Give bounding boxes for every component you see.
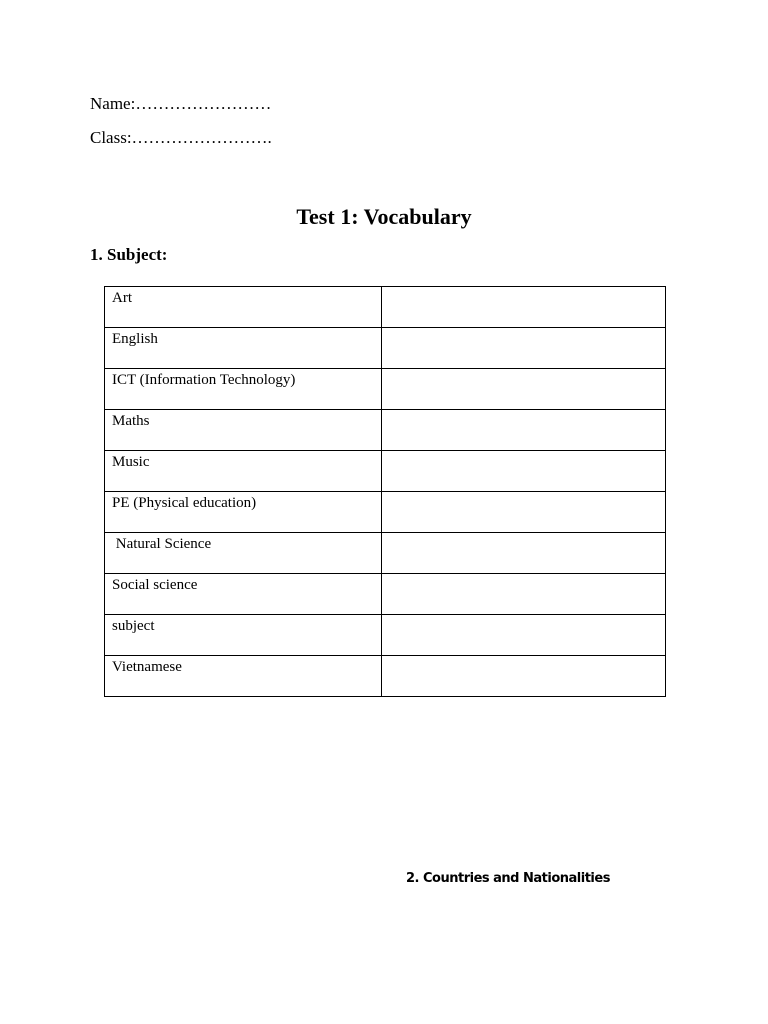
vocab-word-cell: ICT (Information Technology) [105, 369, 382, 410]
vocabulary-table [104, 286, 666, 697]
vocab-word-cell: Social science [105, 574, 382, 615]
page-title: Test 1: Vocabulary [296, 204, 472, 229]
answer-cell[interactable] [382, 328, 666, 369]
section-1-heading: 1. Subject: [90, 245, 168, 264]
vocab-word-cell: Natural Science [105, 533, 382, 574]
table-row [105, 369, 666, 410]
answer-cell[interactable] [382, 287, 666, 328]
section-2-heading: 2. Countries and Nationalities [406, 871, 610, 886]
table-row [105, 328, 666, 369]
vocab-word-cell: English [105, 328, 382, 369]
class-field-label: Class:……………………. [90, 128, 272, 147]
answer-cell[interactable] [382, 574, 666, 615]
vocab-word-cell: Music [105, 451, 382, 492]
table-row [105, 533, 666, 574]
table-row [105, 656, 666, 697]
table-row [105, 574, 666, 615]
answer-cell[interactable] [382, 410, 666, 451]
answer-cell[interactable] [382, 451, 666, 492]
vocab-word-cell: subject [105, 615, 382, 656]
table-row [105, 492, 666, 533]
table-row [105, 410, 666, 451]
table-row [105, 451, 666, 492]
table-row [105, 615, 666, 656]
answer-cell[interactable] [382, 656, 666, 697]
vocab-word-cell: PE (Physical education) [105, 492, 382, 533]
vocab-word-cell: Maths [105, 410, 382, 451]
answer-cell[interactable] [382, 533, 666, 574]
vocab-word-cell: Vietnamese [105, 656, 382, 697]
table-row [105, 287, 666, 328]
vocab-word-cell: Art [105, 287, 382, 328]
answer-cell[interactable] [382, 615, 666, 656]
answer-cell[interactable] [382, 369, 666, 410]
answer-cell[interactable] [382, 492, 666, 533]
name-field-label: Name:…………………… [90, 94, 272, 113]
